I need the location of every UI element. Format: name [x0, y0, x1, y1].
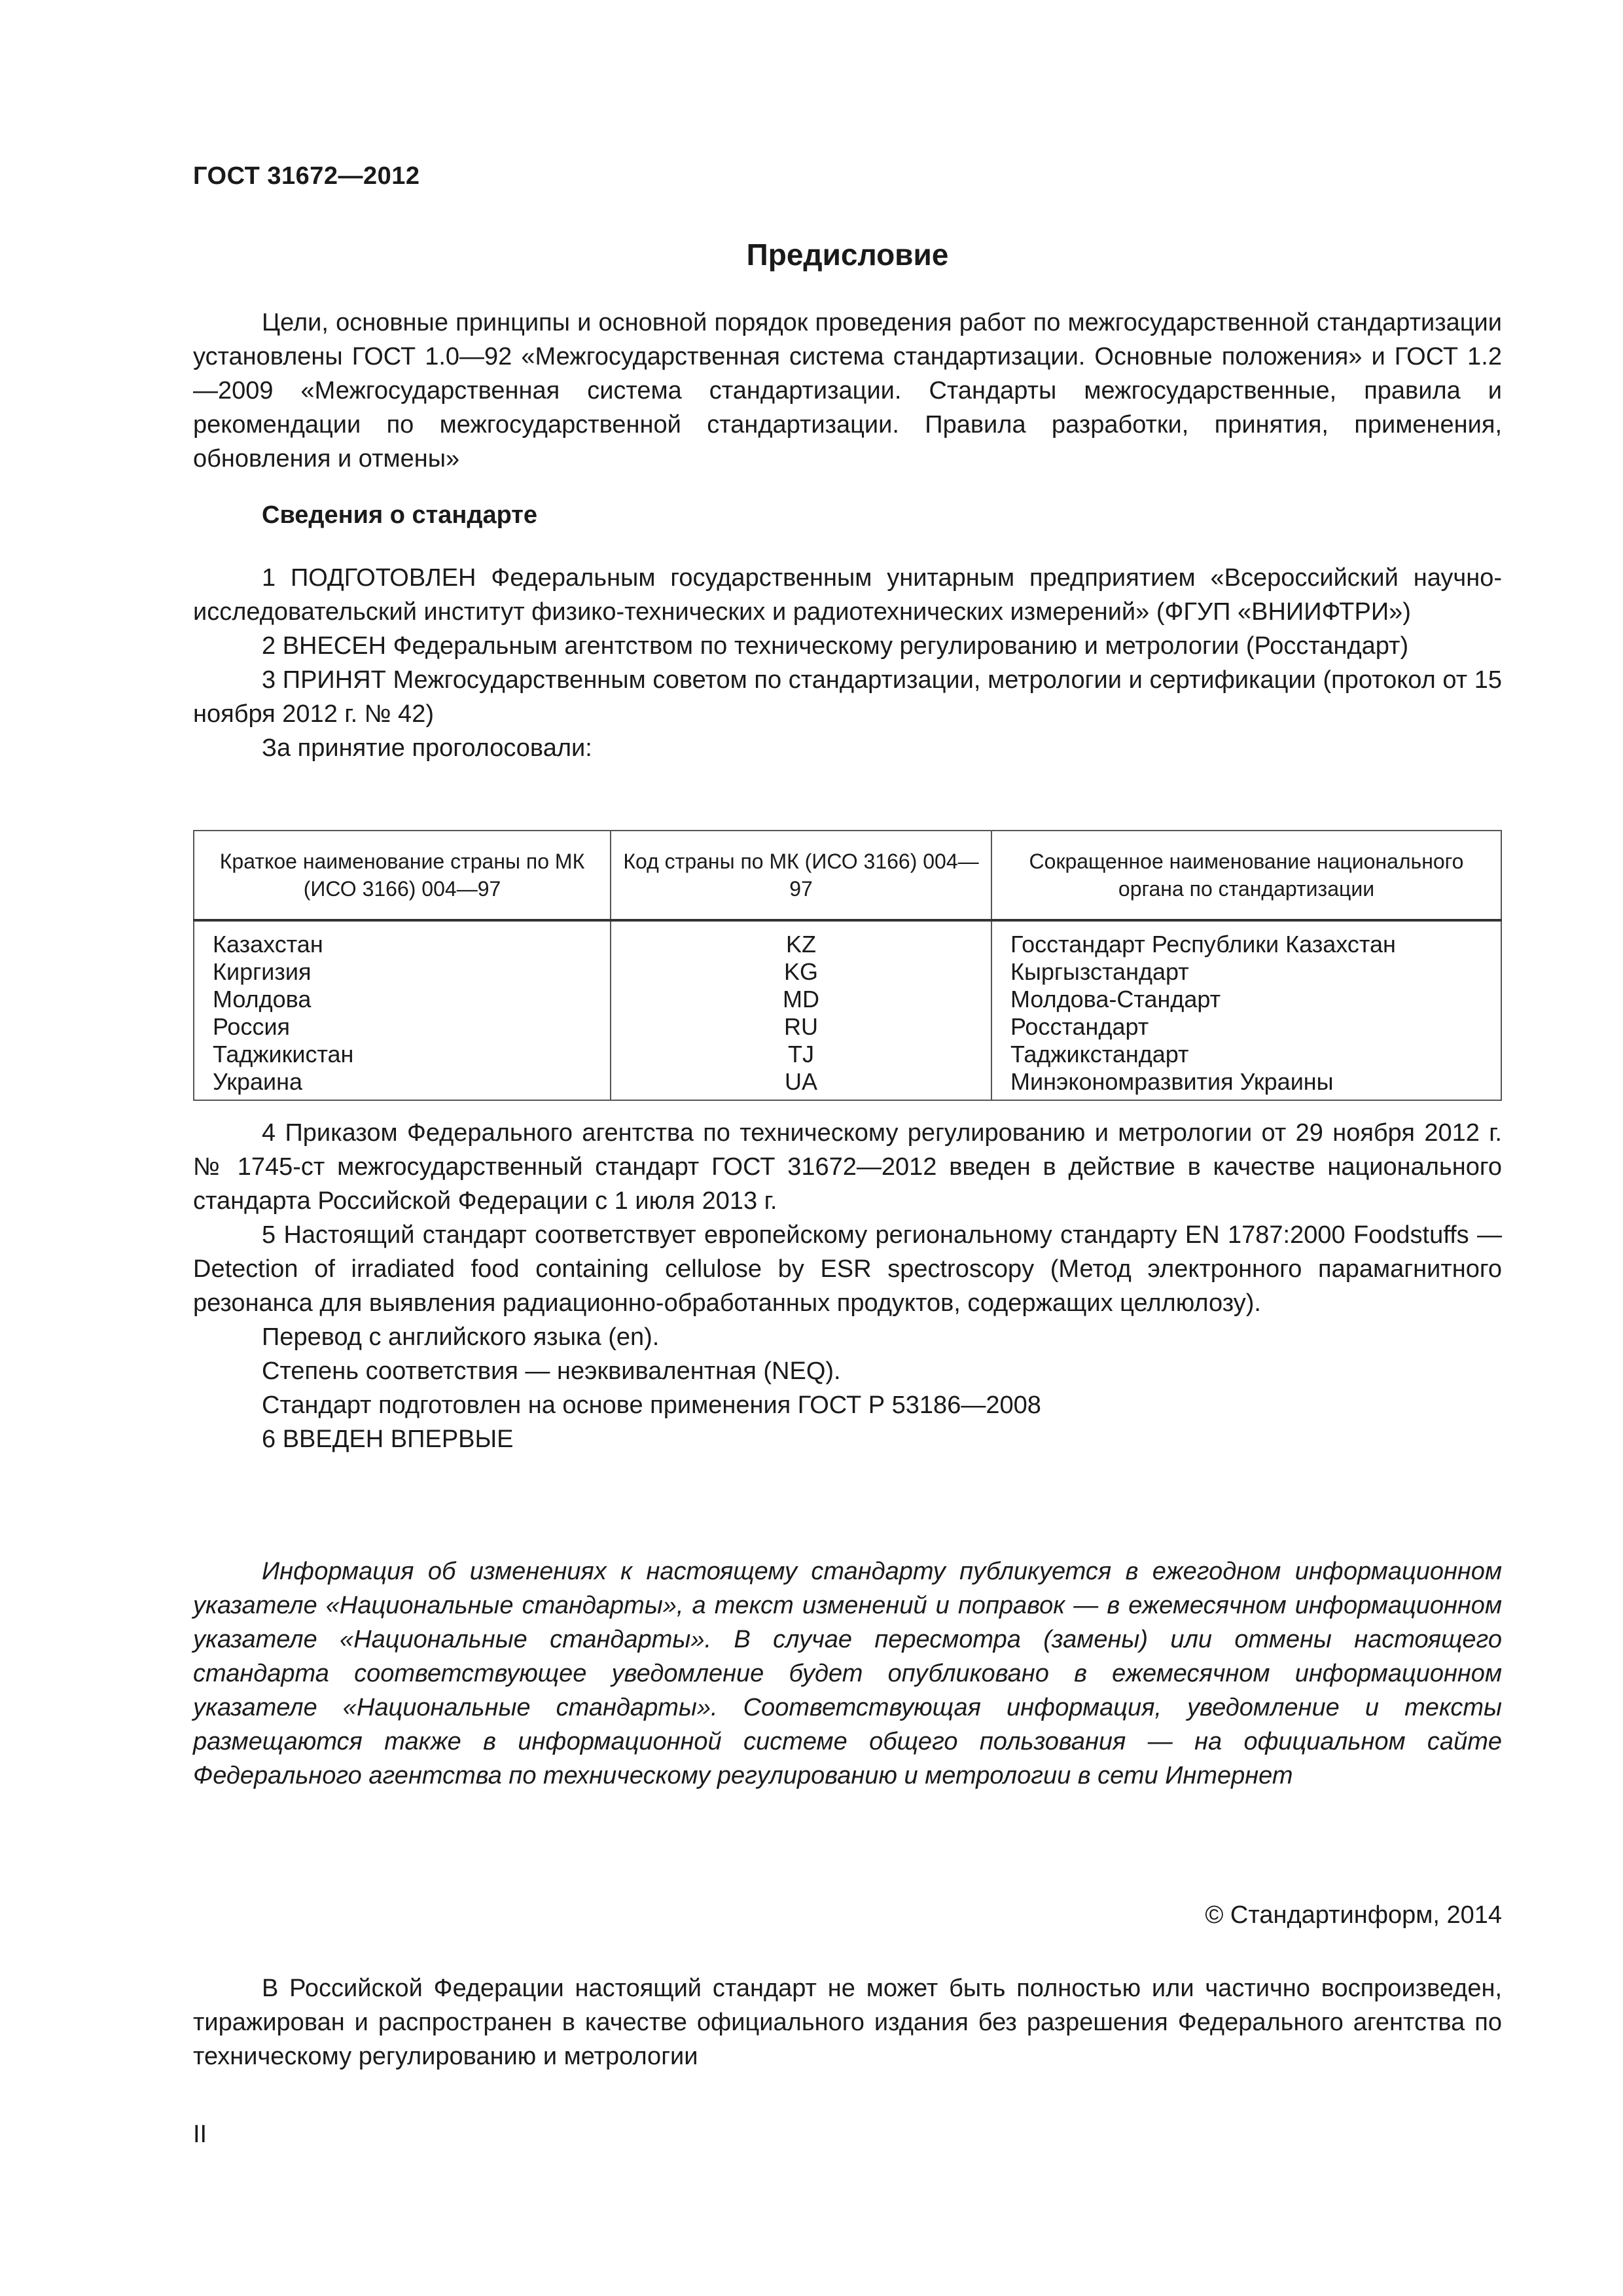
vote-intro: За принятие проголосовали: [262, 734, 592, 762]
item-4: 4 Приказом Федерального агентства по техническому регулированию и метрологии от 29 ноября 2012 г. № 1745-ст межгосударственный стандарт ГОСТ 31672—2012 введен в действие в качестве национального стандарта Российской Федерации с 1 июля 2013 г. [193, 1119, 1502, 1215]
table-row [194, 1013, 1501, 1041]
voting-table [193, 830, 1502, 1101]
page-title: Предисловие [746, 238, 949, 272]
table-row [194, 986, 1501, 1013]
intro-paragraph: Цели, основные принципы и основной порядок проведения работ по межгосударственной стандартизации установлены ГОСТ 1.0—92 «Межгосударственная система стандартизации. Основные положения» и ГОСТ 1.2—2009 «Межгосударственная система стандартизации. Стандарты межгосударственные, правила и рекомендации по межгосударственной стандартизации. Правила разработки, принятия, применения, обновления и отмены» [193, 309, 1502, 473]
item-6: 6 ВВЕДЕН ВПЕРВЫЕ [262, 1426, 514, 1453]
table-row [194, 958, 1501, 986]
item-3: 3 ПРИНЯТ Межгосударственным советом по стандартизации, метрологии и сертификации (протокол от 15 ноября 2012 г. № 42) [193, 666, 1502, 728]
document-page [193, 0, 1502, 2296]
cell-country: Украина [194, 1068, 611, 1100]
cell-code: MD [611, 986, 991, 1013]
cell-country: Молдова [194, 986, 611, 1013]
equivalence-note: Степень соответствия — неэквивалентная (NEQ). [262, 1357, 841, 1385]
legal-notice: В Российской Федерации настоящий стандарт не может быть полностью или частично воспроизведен, тиражирован и распространен в качестве официального издания без разрешения Федерального агентства по техническому регулированию и метрологии [193, 1975, 1502, 2070]
header-country-code: Код страны по МК (ИСО 3166) 004—97 [611, 831, 991, 920]
page-number: II [193, 2121, 207, 2148]
item-1: 1 ПОДГОТОВЛЕН Федеральным государственным унитарным предприятием «Всероссийский научно-исследовательский институт физико-технических и радиотехнических измерений» (ФГУП «ВНИИФТРИ») [193, 564, 1502, 626]
cell-country: Россия [194, 1013, 611, 1041]
intro-block [193, 306, 1502, 476]
cell-code: RU [611, 1013, 991, 1041]
translation-note: Перевод с английского языка (en). [262, 1323, 660, 1351]
standard-info-block [193, 561, 1502, 765]
cell-country: Киргизия [194, 958, 611, 986]
cell-code: UA [611, 1068, 991, 1100]
item-5: 5 Настоящий стандарт соответствует европейскому региональному стандарту EN 1787:2000 Foodstuffs — Detection of irradiated food containing cellulose by ESR spectroscopy (Метод электронного парамагнитного резонанса для выявления радиационно-обработанных продуктов, содержащих целлюлозу). [193, 1221, 1502, 1317]
cell-code: KZ [611, 920, 991, 958]
adoption-info-block [193, 1116, 1502, 1456]
cell-body: Минэкономразвития Украины [991, 1068, 1501, 1100]
change-notice-block [193, 1554, 1502, 1793]
table-row [194, 920, 1501, 958]
table-header-row [194, 831, 1501, 920]
table-row [194, 1041, 1501, 1068]
cell-code: KG [611, 958, 991, 986]
section-title: Сведения о стандарте [262, 501, 538, 529]
item-2: 2 ВНЕСЕН Федеральным агентством по техническому регулированию и метрологии (Росстандарт) [262, 632, 1409, 660]
cell-body: Госстандарт Республики Казахстан [991, 920, 1501, 958]
cell-code: TJ [611, 1041, 991, 1068]
cell-body: Росстандарт [991, 1013, 1501, 1041]
cell-country: Таджикистан [194, 1041, 611, 1068]
header-country-name: Краткое наименование страны по МК (ИСО 3166) 004—97 [194, 831, 611, 920]
legal-block [193, 1971, 1502, 2073]
change-notice: Информация об изменениях к настоящему стандарту публикуется в ежегодном информационном указателе «Национальные стандарты», а текст изменений и поправок — в ежемесячном информационном указателе «Национальные стандарты». В случае пересмотра (замены) или отмены настоящего стандарта соответствующее уведомление будет опубликовано в ежемесячном информационном указателе «Национальные стандарты». Соответствующая информация, уведомление и тексты размещаются также в информационной системе общего пользования — на официальном сайте Федерального агентства по техническому регулированию и метрологии в сети Интернет [193, 1558, 1502, 1789]
cell-body: Молдова-Стандарт [991, 986, 1501, 1013]
cell-body: Таджикстандарт [991, 1041, 1501, 1068]
table-row [194, 1068, 1501, 1100]
cell-country: Казахстан [194, 920, 611, 958]
basis-note: Стандарт подготовлен на основе применения ГОСТ Р 53186—2008 [262, 1391, 1041, 1419]
copyright: © Стандартинформ, 2014 [1205, 1901, 1502, 1929]
document-code: ГОСТ 31672—2012 [193, 162, 420, 190]
cell-body: Кыргызстандарт [991, 958, 1501, 986]
header-standards-body: Сокращенное наименование национального органа по стандартизации [991, 831, 1501, 920]
